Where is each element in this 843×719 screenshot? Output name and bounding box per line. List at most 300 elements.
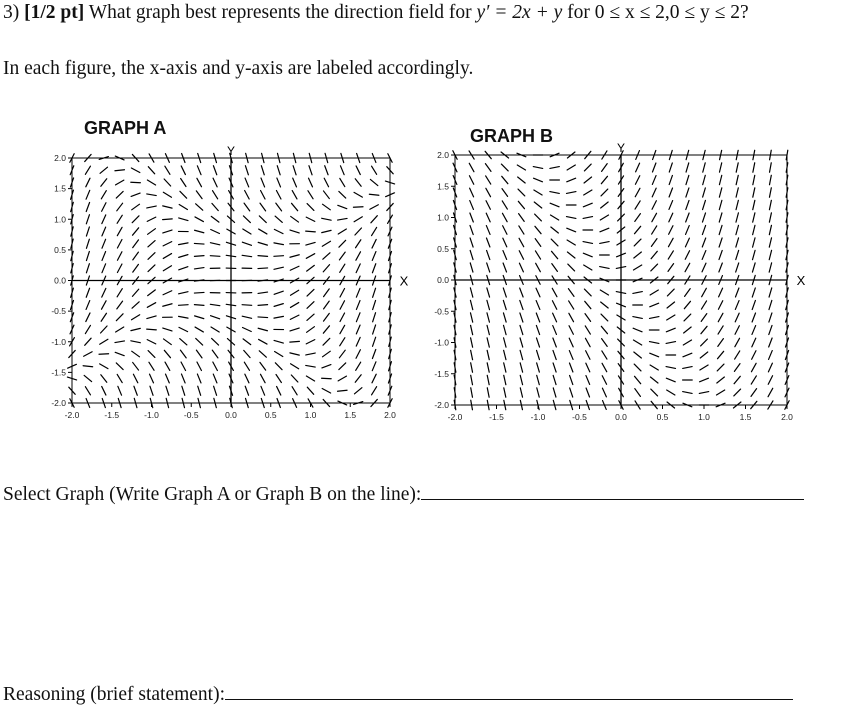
graph-a-slope-mark — [101, 313, 106, 321]
graph-a-slope-mark — [212, 350, 218, 358]
graph-b-slope-mark — [568, 289, 574, 297]
graph-a-slope-mark — [86, 264, 89, 273]
graph-b-slope-mark — [487, 375, 489, 384]
graph-a-slope-mark — [275, 216, 282, 222]
graph-a-slope-mark — [243, 216, 250, 223]
graph-b-slope-mark — [602, 164, 608, 172]
graph-a-slope-mark — [338, 390, 348, 391]
graph-a-x-tick-label: 1.0 — [304, 410, 317, 420]
graph-a-slope-mark — [356, 362, 361, 370]
graph-a-slope-mark — [322, 365, 331, 368]
graph-a-slope-mark — [180, 339, 187, 345]
graph-b-slope-mark — [586, 376, 590, 385]
graph-b-slope-mark — [470, 188, 474, 197]
graph-a-slope-mark — [373, 288, 376, 297]
graph-b-slope-mark — [649, 342, 658, 344]
graph-a-slope-mark — [163, 219, 173, 220]
graph-a-slope-mark — [290, 255, 299, 258]
graph-b-slope-mark — [683, 367, 692, 369]
graph-b-slope-mark — [503, 263, 506, 272]
graph-b-slope-mark — [686, 226, 690, 235]
graph-a-slope-mark — [198, 386, 201, 395]
graph-b-slope-mark — [635, 226, 641, 233]
graph-b-slope-mark — [535, 251, 540, 259]
graph-b-slope-mark — [701, 326, 707, 333]
graph-a-slope-mark — [101, 326, 108, 333]
graph-a-slope-mark — [244, 350, 250, 357]
graph-b-slope-mark — [634, 239, 641, 246]
graph-a-slope-mark — [116, 191, 123, 198]
graph-b-slope-mark — [536, 313, 539, 322]
graph-b-slope-mark — [669, 175, 672, 184]
graph-b-slope-mark — [718, 351, 724, 358]
graph-a-x-tick-label: 2.0 — [384, 410, 396, 420]
graph-b-x-tick-label: 1.0 — [698, 412, 710, 422]
graph-a-slope-mark — [194, 256, 204, 257]
graph-b-slope-mark — [533, 167, 542, 169]
graph-a-slope-mark — [116, 180, 124, 185]
graph-b-slope-mark — [719, 175, 721, 184]
graph-b-slope-mark — [635, 376, 641, 383]
graph-a-slope-mark — [196, 191, 202, 199]
graph-a-slope-mark — [258, 317, 268, 318]
graph-b-slope-mark — [520, 388, 522, 397]
graph-b-slope-mark — [537, 375, 540, 384]
graph-a-slope-mark — [274, 243, 283, 245]
graph-b-slope-mark — [504, 375, 506, 384]
graph-b-slope-mark — [584, 177, 592, 183]
graph-b-y-tick-label: 1.5 — [437, 181, 449, 192]
graph-a-slope-mark — [86, 251, 89, 260]
graph-b-slope-mark — [651, 251, 657, 258]
graph-b-slope-mark — [752, 338, 756, 347]
graph-b-slope-mark — [470, 213, 473, 222]
graph-a-slope-mark — [339, 363, 346, 370]
graph-b-slope-mark — [518, 189, 525, 196]
graph-b-slope-mark — [702, 238, 705, 247]
graph-a-y-axis-label: Y — [226, 144, 236, 158]
graph-a-slope-mark — [102, 239, 106, 248]
graph-a-x-tick-label: -2.0 — [64, 410, 80, 420]
graph-b-slope-mark — [769, 325, 772, 334]
graph-b-slope-mark — [502, 189, 508, 197]
graph-b-slope-mark — [652, 163, 655, 172]
graph-b-slope-mark — [586, 351, 590, 360]
graph-b-slope-mark — [769, 250, 771, 259]
graph-b-slope-mark — [585, 326, 590, 334]
graph-a-slope-mark — [306, 353, 315, 355]
graph-a-slope-mark — [372, 264, 375, 273]
graph-a-slope-mark — [117, 301, 123, 309]
graph-a-slope-mark — [274, 304, 283, 307]
graph-a-slope-mark — [274, 229, 283, 233]
graph-b-slope-mark — [569, 351, 573, 360]
graph-a-slope-mark — [245, 386, 248, 395]
graph-a-slope-mark — [258, 292, 268, 293]
graph-b-x-axis-label: X — [796, 273, 806, 288]
graph-a-slope-mark — [86, 215, 89, 224]
graph-b-slope-mark — [520, 300, 523, 309]
graph-a-slope-mark — [355, 375, 361, 383]
graph-b-slope-mark — [569, 313, 574, 321]
graph-a-slope-mark — [340, 166, 344, 175]
graph-a-slope-mark — [307, 265, 315, 271]
graph-a-slope-mark — [102, 227, 106, 236]
graph-a-slope-mark — [166, 374, 170, 383]
graph-b-slope-mark — [550, 215, 558, 220]
graph-b-slope-mark — [634, 252, 642, 258]
graph-b-slope-mark — [686, 188, 689, 197]
graph-b-slope-mark — [718, 339, 724, 347]
graph-a-slope-mark — [163, 266, 171, 271]
question-stem: What graph best represents the direction field for — [88, 2, 472, 23]
graph-a-y-tick-label: 1.0 — [54, 214, 66, 225]
graph-b-slope-mark — [504, 363, 506, 372]
graph-b-slope-mark — [635, 214, 641, 222]
graph-b-slope-mark — [585, 338, 590, 346]
graph-a-slope-mark — [148, 253, 155, 260]
graph-b-slope-mark — [487, 250, 490, 259]
graph-a-slope-mark — [291, 364, 299, 369]
graph-a-y-tick-label: 2.0 — [54, 153, 66, 163]
graph-b-slope-mark — [503, 251, 507, 260]
graph-a-slope-mark — [275, 351, 283, 356]
graph-b-slope-mark — [552, 301, 556, 310]
graph-a-slope-mark — [116, 327, 124, 332]
graph-b-slope-mark — [470, 313, 472, 322]
graph-b-slope-mark — [700, 378, 709, 382]
graph-a-slope-mark — [100, 167, 107, 173]
graph-b-slope-mark — [551, 239, 558, 246]
graph-b-slope-mark — [486, 213, 490, 222]
graph-a-slope-mark — [243, 229, 251, 234]
graph-a-slope-mark — [243, 339, 251, 345]
graph-a-slope-mark — [291, 290, 299, 295]
graph-b-slope-mark — [753, 238, 755, 247]
graph-a-slope-mark — [181, 362, 186, 370]
graph-a-slope-mark — [85, 325, 90, 333]
graph-b-slope-mark — [685, 238, 689, 247]
graph-b-slope-mark — [600, 267, 609, 269]
graph-b-slope-mark — [536, 263, 541, 271]
graph-b-slope-mark — [667, 289, 674, 296]
graph-b-slope-mark — [584, 190, 592, 195]
graph-a-slope-mark — [84, 375, 91, 381]
graph-b-slope-mark — [470, 238, 473, 247]
graph-b-x-tick-label: 0.0 — [615, 412, 627, 422]
graph-a-slope-mark — [148, 265, 155, 272]
graph-b-x-tick-label: -1.5 — [489, 412, 504, 422]
graph-b-slope-mark — [652, 226, 657, 234]
graph-a-slope-mark — [211, 327, 219, 332]
graph-b-slope-mark — [666, 378, 675, 382]
graph-a-slope-mark — [102, 215, 106, 224]
graph-b-slope-mark — [683, 353, 692, 357]
graph-b-slope-mark — [535, 226, 541, 233]
graph-b-slope-mark — [504, 388, 506, 397]
graph-b-slope-mark — [734, 389, 741, 396]
graph-a-slope-mark — [274, 291, 283, 294]
graph-b-slope-mark — [669, 188, 672, 197]
graph-b-slope-mark — [786, 188, 788, 197]
graph-b-slope-mark — [536, 338, 539, 347]
graph-a-slope-mark — [148, 229, 156, 235]
graph-a-slope-mark — [197, 374, 201, 383]
graph-b-title: GRAPH B — [470, 126, 554, 146]
graph-a-slope-mark — [356, 264, 360, 273]
reasoning-answer-line[interactable] — [225, 681, 793, 700]
graph-b-slope-mark — [602, 363, 607, 371]
graph-a-slope-mark — [179, 204, 187, 209]
graph-a-slope-mark — [100, 364, 108, 369]
graph-b-slope-mark — [520, 325, 523, 334]
graph-a-slope-mark — [148, 167, 154, 174]
graph-a-x-tick-label: 0.0 — [225, 410, 237, 420]
graph-a-slope-mark — [147, 180, 155, 185]
graph-b-slope-mark — [719, 263, 722, 272]
graph-a-y-tick-label: -2.0 — [51, 398, 66, 408]
graph-a-slope-mark — [372, 350, 375, 359]
graph-b-slope-mark — [504, 325, 507, 334]
graph-b-slope-mark — [633, 265, 641, 270]
graph-b-slope-mark — [536, 325, 539, 334]
reasoning-row — [3, 681, 793, 706]
graph-b-slope-mark — [633, 317, 642, 319]
graph-a-slope-mark — [307, 314, 314, 320]
graph-b-slope-mark — [751, 363, 756, 371]
graph-b-slope-mark — [719, 288, 723, 297]
graph-a-slope-mark — [117, 203, 123, 211]
graph-a-slope-mark — [150, 386, 153, 395]
select-graph-prompt: Select Graph (Write Graph A or Graph B on the line): — [3, 484, 422, 505]
graph-a-slope-mark — [245, 191, 250, 199]
graph-b-slope-mark — [520, 363, 522, 372]
graph-b-slope-mark — [486, 188, 491, 196]
graph-b-slope-mark — [768, 363, 772, 372]
graph-a-slope-mark — [259, 229, 267, 234]
graph-a-slope-mark — [85, 338, 91, 345]
graph-b-x-tick-label: -0.5 — [572, 412, 587, 422]
graph-b-slope-mark — [519, 251, 523, 260]
graph-b-x-tick-label: 1.5 — [739, 412, 752, 422]
graph-a-slope-mark — [307, 327, 315, 333]
graph-a-slope-mark — [258, 328, 267, 331]
graph-a-slope-mark — [261, 191, 265, 200]
question-points: [1/2 pt] — [24, 2, 85, 23]
graph-a-slope-mark — [324, 178, 328, 187]
graph-a-slope-mark — [165, 362, 170, 370]
graph-b-slope-mark — [716, 390, 724, 395]
graph-b-slope-mark — [753, 250, 756, 259]
graph-a-slope-mark — [340, 325, 345, 333]
graph-b-slope-mark — [503, 300, 506, 309]
graph-b-slope-mark — [718, 326, 723, 334]
graph-b-slope-mark — [651, 389, 658, 396]
graph-b-slope-mark — [470, 201, 474, 210]
graph-a-slope-mark — [131, 341, 140, 343]
graph-a-slope-mark — [245, 374, 249, 383]
graph-b-slope-mark — [668, 251, 673, 259]
graph-b-slope-mark — [769, 213, 771, 222]
graph-b-x-tick-label: 0.5 — [656, 412, 669, 422]
graph-b-slope-mark — [652, 176, 656, 185]
graph-b-slope-mark — [503, 288, 506, 297]
graph-a-slope-mark — [260, 203, 266, 211]
graph-b-slope-mark — [634, 364, 641, 371]
graph-a-slope-mark — [325, 166, 328, 175]
graph-a-slope-mark — [258, 268, 268, 269]
graph-b-slope-mark — [471, 325, 473, 334]
graph-a-slope-mark — [340, 178, 345, 186]
graph-b-slope-mark — [519, 263, 523, 272]
graph-b-y-tick-label: 0.0 — [437, 275, 449, 285]
graph-a-slope-mark — [307, 289, 314, 296]
graph-a-slope-mark — [213, 166, 216, 175]
graph-b-slope-mark — [769, 300, 772, 309]
graph-b-slope-mark — [685, 251, 689, 260]
graph-b-slope-mark — [769, 225, 771, 234]
graph-b-slope-mark — [566, 192, 575, 194]
graph-a-slope-mark — [372, 387, 377, 395]
select-graph-answer-line[interactable] — [421, 481, 804, 500]
graph-b-slope-mark — [601, 302, 609, 308]
graph-b-slope-mark — [536, 301, 540, 310]
graph-b-slope-mark — [736, 238, 739, 247]
graph-b-slope-mark — [534, 190, 542, 195]
graph-a-slope-mark — [354, 192, 362, 197]
graph-b-slope-mark — [485, 164, 491, 172]
graph-b-slope-mark — [753, 175, 755, 184]
graph-b-slope-mark — [719, 238, 722, 247]
graph-b-slope-mark — [701, 301, 706, 309]
graph-a-slope-mark — [101, 191, 106, 199]
graph-a-slope-mark — [261, 178, 265, 187]
graph-b-slope-mark — [550, 203, 559, 207]
graph-a-slope-mark — [340, 338, 345, 346]
graph-a-slope-mark — [182, 386, 185, 395]
graph-a-slope-mark — [133, 240, 139, 248]
graph-b-slope-mark — [567, 228, 576, 232]
graph-b-slope-mark — [471, 350, 473, 359]
graph-a-slope-mark — [306, 231, 316, 232]
graph-b-slope-mark — [703, 163, 705, 172]
graph-a-slope-mark — [85, 387, 90, 395]
graph-b-slope-mark — [769, 338, 772, 347]
graph-a-slope-mark — [132, 216, 139, 223]
graph-b-slope-mark — [650, 377, 658, 383]
graph-a-slope-mark — [274, 256, 284, 257]
reasoning-prompt: Reasoning (brief statement): — [3, 684, 226, 705]
graph-a-slope-mark — [373, 313, 376, 322]
graph-b-slope-mark — [503, 238, 507, 247]
graph-a-slope-mark — [372, 227, 377, 235]
graph-a-slope-mark — [291, 216, 299, 222]
graph-b-slope-mark — [584, 164, 591, 171]
graph-a-slope-mark — [195, 327, 203, 332]
graph-b-slope-mark — [552, 251, 558, 258]
graph-b-slope-mark — [535, 239, 541, 247]
graph-a-slope-mark — [243, 327, 252, 331]
graph-a-slope-mark — [322, 388, 330, 393]
graph-b-slope-mark — [717, 364, 724, 371]
graph-a-slope-mark — [117, 240, 122, 248]
graph-a-slope-mark — [210, 256, 220, 257]
graph-a-slope-mark — [148, 241, 155, 247]
graph-b-slope-mark — [519, 238, 524, 246]
graph-a-slope-mark — [101, 375, 107, 383]
graph-a-slope-mark — [117, 264, 122, 272]
graph-a-slope-mark — [179, 243, 188, 245]
graph-b-slope-mark — [486, 226, 490, 235]
graph-a-slope-mark — [179, 327, 188, 331]
graph-b-slope-mark — [736, 175, 738, 184]
graph-b-slope-mark — [650, 365, 658, 370]
graph-b-x-tick-label: -1.0 — [530, 412, 546, 422]
graph-b-slope-mark — [486, 176, 491, 184]
graph-b-slope-mark — [752, 351, 756, 360]
graph-b-y-tick-label: -1.5 — [434, 368, 449, 379]
graph-a-slope-mark — [290, 353, 299, 355]
graph-b-slope-mark — [786, 175, 788, 184]
graph-a-slope-mark — [194, 268, 204, 269]
graph-a-slope-mark — [370, 205, 378, 210]
graph-a-slope-mark — [102, 264, 106, 273]
graph-a-slope-mark — [306, 242, 315, 245]
graph-b-slope-mark — [751, 389, 757, 397]
graph-b-slope-mark — [652, 188, 656, 197]
graph-a-slope-mark — [276, 375, 281, 383]
graph-b-slope-mark — [550, 167, 559, 169]
graph-a-slope-mark — [197, 362, 201, 371]
graph-a-slope-mark — [356, 350, 360, 359]
graph-a-slope-mark — [355, 179, 361, 187]
graph-b-slope-mark — [769, 351, 773, 360]
graph-a-slope-mark — [356, 325, 360, 334]
graph-b-y-tick-label: 0.5 — [437, 243, 449, 254]
graph-b-slope-mark — [703, 175, 706, 184]
graph-a-slope-mark — [324, 301, 330, 309]
graph-a-slope-mark — [165, 166, 170, 174]
graph-a-slope-mark — [339, 191, 346, 198]
graph-a-slope-mark — [131, 168, 139, 173]
graph-a-slope-mark — [131, 328, 140, 330]
graph-a-slope-mark — [86, 203, 89, 212]
graph-a-slope-mark — [245, 178, 249, 187]
graph-b-slope-mark — [666, 328, 675, 332]
graph-a-slope-mark — [338, 229, 346, 234]
graph-b-slope-mark — [601, 189, 608, 196]
graph-b-slope-mark — [700, 352, 708, 358]
graph-a-slope-mark — [338, 205, 347, 208]
graph-a-slope-mark — [133, 374, 137, 383]
graph-a-slope-mark — [290, 266, 299, 270]
graph-b-slope-mark — [719, 225, 722, 234]
graph-a-slope-mark — [210, 304, 220, 305]
graph-a-slope-mark — [242, 305, 252, 306]
graph-b-slope-mark — [502, 201, 507, 209]
graph-b-slope-mark — [650, 303, 659, 307]
graph-a-slope-mark — [322, 230, 331, 232]
graph-a-slope-mark — [86, 190, 90, 199]
graph-a-y-tick-label: 0.0 — [54, 275, 66, 286]
graph-b-slope-mark — [601, 314, 608, 321]
graph-b-slope-mark — [753, 188, 755, 197]
graph-b-slope-mark — [735, 326, 739, 335]
graph-b-slope-mark — [635, 389, 641, 397]
graph-a-x-tick-label: -1.0 — [144, 410, 159, 420]
graph-a-slope-mark — [291, 375, 298, 382]
graph-a-slope-mark — [194, 305, 204, 306]
